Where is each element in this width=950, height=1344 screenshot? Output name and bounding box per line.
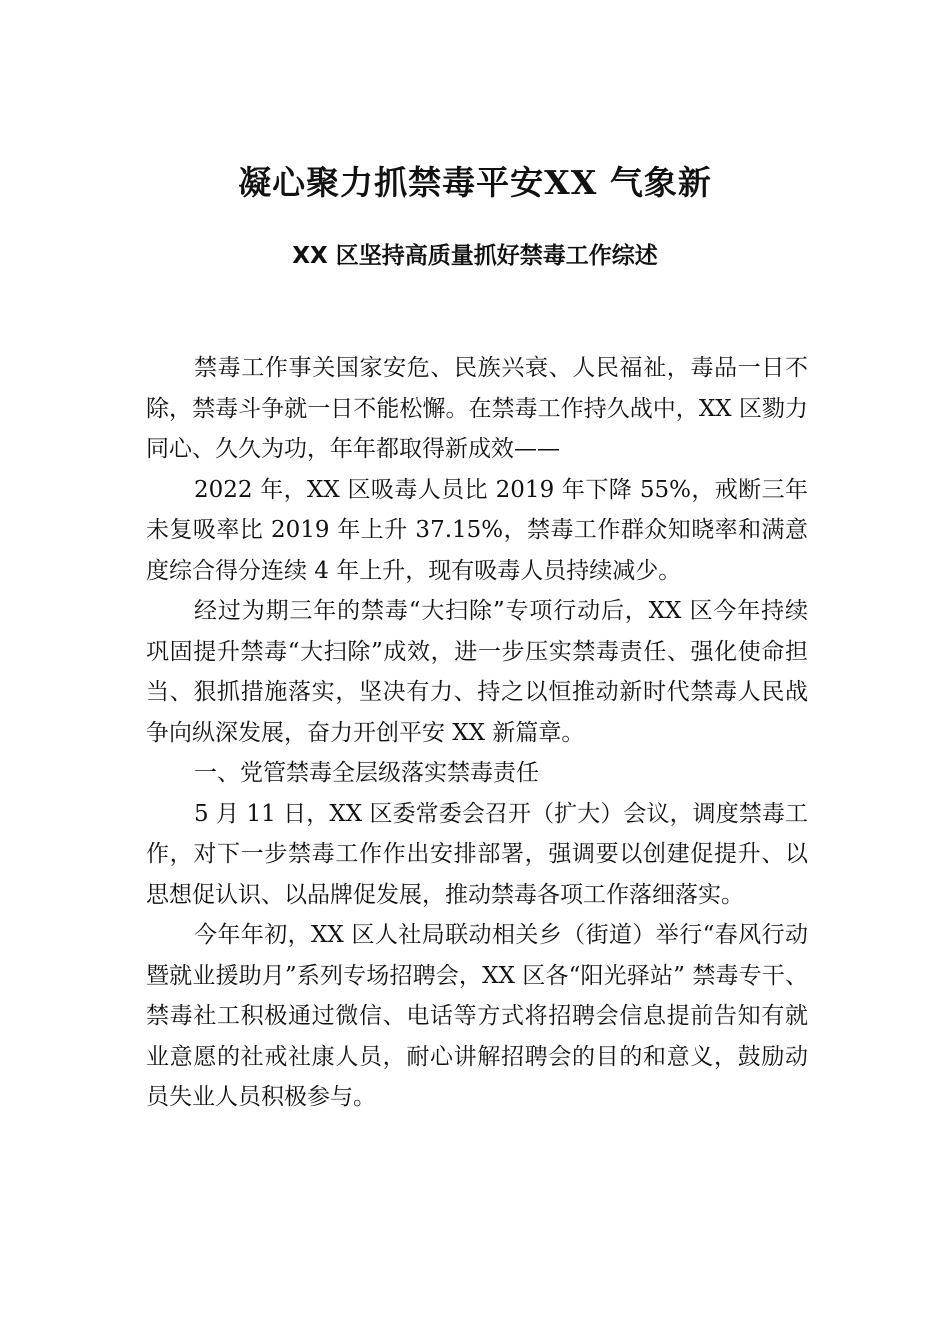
- page-subtitle: XX 区坚持高质量抓好禁毒工作综述: [292, 243, 658, 269]
- page-title: 凝心聚力抓禁毒平安XX 气象新: [238, 163, 712, 202]
- paragraph-intro: 禁毒工作事关国家安危、民族兴衰、人民福祉，毒品一日不除，禁毒斗争就一日不能松懈。在禁毒工作持久战中，XX 区勠力同心、久久为功，年年都取得新成效——: [146, 355, 808, 462]
- paragraph-campaign: 经过为期三年的禁毒“大扫除”专项行动后，XX 区今年持续巩固提升禁毒“大扫除”成效，进一步压实禁毒责任、强化使命担当、狠抓措施落实，坚决有力、持之以恒推动新时代禁毒人民战争向纵深发展，奋力开创平安 XX 新篇章。: [146, 598, 808, 746]
- section-heading: 一、党管禁毒全层级落实禁毒责任: [194, 760, 539, 786]
- paragraph-statistics: 2022 年，XX 区吸毒人员比 2019 年下降 55%，戒断三年未复吸率比 2019 年上升 37.15%，禁毒工作群众知晓率和满意度综合得分连续 4 年上升，现有吸毒人员持续减少。: [146, 476, 808, 584]
- paragraph-employment: 今年年初，XX 区人社局联动相关乡（街道）举行“春风行动暨就业援助月”系列专场招聘会，XX 区各“阳光驿站” 禁毒专干、禁毒社工积极通过微信、电话等方式将招聘会信息提前告知有就业意愿的社戒社康人员，耐心讲解招聘会的目的和意义，鼓励动员失业人员积极参与。: [146, 922, 808, 1110]
- paragraph-meeting: 5 月 11 日，XX 区委常委会召开（扩大）会议，调度禁毒工作，对下一步禁毒工作作出安排部署，强调要以创建促提升、以思想促认识、以品牌促发展，推动禁毒各项工作落细落实。: [146, 800, 808, 908]
- document-body: [146, 348, 808, 1118]
